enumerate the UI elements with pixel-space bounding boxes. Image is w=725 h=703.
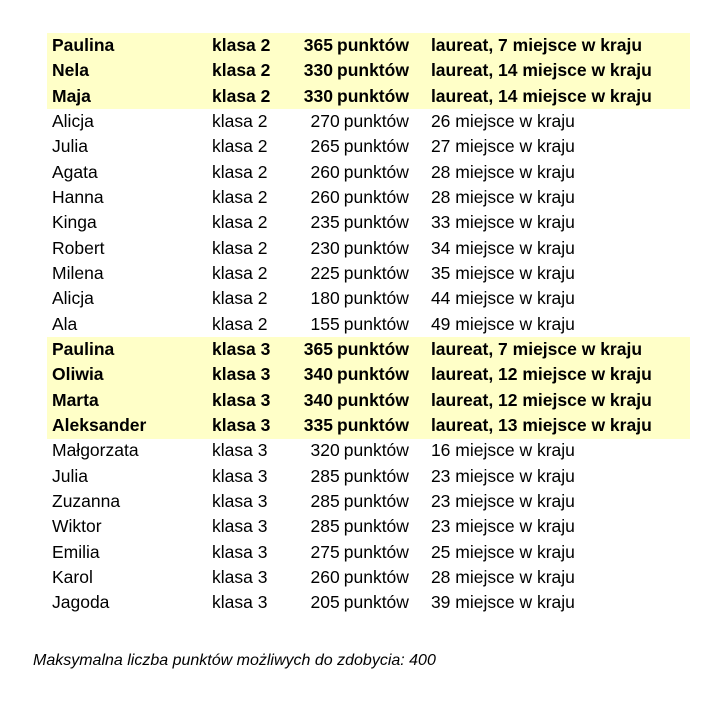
student-name-cell: Jagoda [52, 592, 110, 613]
points-value: 340 [303, 389, 333, 410]
points-unit: punktów [343, 161, 409, 182]
points-unit: punktów [343, 516, 409, 537]
points-value: 330 [303, 85, 333, 106]
class-cell: klasa 3 [212, 491, 268, 512]
points-unit: punktów [343, 440, 409, 461]
class-cell: klasa 2 [212, 212, 268, 233]
points-cell [292, 185, 409, 210]
class-cell: klasa 2 [207, 58, 292, 83]
student-name-cell: Alicja [52, 110, 94, 131]
table-row [47, 439, 690, 464]
points-unit: punktów [343, 186, 409, 207]
points-unit: punktów [337, 60, 409, 81]
points-value: 270 [310, 110, 340, 131]
points-value: 225 [310, 263, 340, 284]
class-cell: klasa 3 [207, 413, 292, 438]
points-unit: punktów [343, 541, 409, 562]
points-value: 365 [303, 34, 333, 55]
points-unit: punktów [343, 491, 409, 512]
table-row [47, 312, 690, 337]
points-value: 260 [310, 161, 340, 182]
class-cell: klasa 3 [212, 541, 268, 562]
points-cell [292, 464, 409, 489]
table-row [47, 565, 690, 590]
rank-cell: laureat, 7 miejsce w kraju [409, 33, 690, 58]
points-cell [292, 337, 409, 362]
rank-cell: 49 miejsce w kraju [430, 313, 575, 334]
student-name-cell: Marta [47, 388, 207, 413]
points-unit: punktów [343, 592, 409, 613]
class-cell: klasa 3 [207, 388, 292, 413]
points-value: 180 [310, 288, 340, 309]
table-row [47, 134, 690, 159]
rank-cell: 16 miejsce w kraju [430, 440, 575, 461]
results-table-body [47, 33, 690, 616]
table-row [47, 286, 690, 311]
points-value: 285 [310, 491, 340, 512]
rank-cell: laureat, 12 miejsce w kraju [409, 388, 690, 413]
class-cell: klasa 3 [212, 516, 268, 537]
student-name-cell: Aleksander [47, 413, 207, 438]
points-unit: punktów [343, 212, 409, 233]
rank-cell: 44 miejsce w kraju [430, 288, 575, 309]
rank-cell: laureat, 14 miejsce w kraju [409, 58, 690, 83]
max-points-footnote: Maksymalna liczba punktów możliwych do zdobycia: 400 [33, 652, 436, 669]
student-name-cell: Julia [52, 465, 88, 486]
table-row-laureate [47, 337, 690, 362]
points-value: 155 [310, 313, 340, 334]
table-row-laureate [47, 388, 690, 413]
points-cell [292, 160, 409, 185]
points-unit: punktów [337, 389, 409, 410]
table-row [47, 160, 690, 185]
points-cell [292, 286, 409, 311]
points-cell [292, 210, 409, 235]
points-unit: punktów [343, 110, 409, 131]
student-name-cell: Julia [52, 136, 88, 157]
points-unit: punktów [337, 339, 409, 360]
class-cell: klasa 2 [212, 136, 268, 157]
points-value: 230 [310, 237, 340, 258]
class-cell: klasa 3 [212, 440, 268, 461]
points-cell [292, 33, 409, 58]
student-name-cell: Nela [47, 58, 207, 83]
points-value: 235 [310, 212, 340, 233]
class-cell: klasa 2 [212, 110, 268, 131]
table-row [47, 591, 690, 616]
class-cell: klasa 3 [212, 567, 268, 588]
points-value: 330 [303, 60, 333, 81]
class-cell: klasa 2 [212, 288, 268, 309]
table-row [47, 489, 690, 514]
rank-cell: 23 miejsce w kraju [430, 491, 575, 512]
student-name-cell: Zuzanna [52, 491, 121, 512]
student-name-cell: Robert [52, 237, 105, 258]
student-name-cell: Milena [52, 263, 104, 284]
rank-cell: 28 miejsce w kraju [430, 161, 575, 182]
points-value: 260 [310, 567, 340, 588]
rank-cell: 23 miejsce w kraju [430, 465, 575, 486]
rank-cell: 23 miejsce w kraju [430, 516, 575, 537]
student-name-cell: Wiktor [52, 516, 102, 537]
points-value: 260 [310, 186, 340, 207]
rank-cell: 26 miejsce w kraju [430, 110, 575, 131]
student-name-cell: Karol [52, 567, 93, 588]
student-name-cell: Hanna [52, 186, 104, 207]
rank-cell: laureat, 12 miejsce w kraju [409, 362, 690, 387]
student-name-cell: Kinga [52, 212, 97, 233]
points-unit: punktów [343, 567, 409, 588]
table-row [47, 236, 690, 261]
table-row-laureate [47, 58, 690, 83]
points-unit: punktów [343, 237, 409, 258]
points-cell [292, 84, 409, 109]
student-name-cell: Ala [52, 313, 78, 334]
points-value: 265 [310, 136, 340, 157]
points-cell [292, 388, 409, 413]
class-cell: klasa 2 [212, 237, 268, 258]
table-row [47, 210, 690, 235]
points-unit: punktów [337, 415, 409, 436]
points-unit: punktów [337, 85, 409, 106]
points-value: 365 [303, 339, 333, 360]
points-value: 340 [303, 364, 333, 385]
points-value: 275 [310, 541, 340, 562]
class-cell: klasa 2 [212, 161, 268, 182]
points-cell [292, 109, 409, 134]
class-cell: klasa 2 [212, 186, 268, 207]
student-name-cell: Agata [52, 161, 98, 182]
points-cell [292, 261, 409, 286]
points-cell [292, 58, 409, 83]
points-cell [292, 134, 409, 159]
points-cell [292, 362, 409, 387]
table-row-laureate [47, 84, 690, 109]
points-cell [292, 540, 409, 565]
points-cell [292, 236, 409, 261]
student-name-cell: Paulina [47, 337, 207, 362]
class-cell: klasa 2 [207, 33, 292, 58]
class-cell: klasa 3 [207, 337, 292, 362]
student-name-cell: Maja [47, 84, 207, 109]
points-unit: punktów [337, 364, 409, 385]
rank-cell: 28 miejsce w kraju [430, 186, 575, 207]
rank-cell: 39 miejsce w kraju [430, 592, 575, 613]
points-unit: punktów [343, 313, 409, 334]
points-cell [292, 312, 409, 337]
rank-cell: 35 miejsce w kraju [430, 263, 575, 284]
table-row-laureate [47, 33, 690, 58]
class-cell: klasa 2 [212, 313, 268, 334]
rank-cell: laureat, 7 miejsce w kraju [409, 337, 690, 362]
points-value: 285 [310, 516, 340, 537]
points-cell [292, 591, 409, 616]
points-cell [292, 515, 409, 540]
points-cell [292, 565, 409, 590]
rank-cell: 28 miejsce w kraju [430, 567, 575, 588]
points-cell [292, 489, 409, 514]
points-value: 335 [303, 415, 333, 436]
class-cell: klasa 2 [207, 84, 292, 109]
points-cell [292, 413, 409, 438]
class-cell: klasa 3 [212, 592, 268, 613]
table-row [47, 109, 690, 134]
rank-cell: 33 miejsce w kraju [430, 212, 575, 233]
student-name-cell: Oliwia [47, 362, 207, 387]
table-row-laureate [47, 413, 690, 438]
table-row-laureate [47, 362, 690, 387]
rank-cell: 34 miejsce w kraju [430, 237, 575, 258]
points-value: 205 [310, 592, 340, 613]
points-unit: punktów [337, 34, 409, 55]
rank-cell: 27 miejsce w kraju [430, 136, 575, 157]
table-row [47, 515, 690, 540]
points-unit: punktów [343, 136, 409, 157]
student-name-cell: Alicja [52, 288, 94, 309]
class-cell: klasa 2 [212, 263, 268, 284]
results-table [47, 33, 690, 616]
rank-cell: 25 miejsce w kraju [430, 541, 575, 562]
class-cell: klasa 3 [212, 465, 268, 486]
points-unit: punktów [343, 288, 409, 309]
student-name-cell: Paulina [47, 33, 207, 58]
points-unit: punktów [343, 465, 409, 486]
student-name-cell: Małgorzata [52, 440, 139, 461]
points-unit: punktów [343, 263, 409, 284]
points-cell [292, 439, 409, 464]
points-value: 285 [310, 465, 340, 486]
table-row [47, 540, 690, 565]
table-row [47, 464, 690, 489]
rank-cell: laureat, 13 miejsce w kraju [409, 413, 690, 438]
rank-cell: laureat, 14 miejsce w kraju [409, 84, 690, 109]
points-value: 320 [310, 440, 340, 461]
table-row [47, 261, 690, 286]
class-cell: klasa 3 [207, 362, 292, 387]
table-row [47, 185, 690, 210]
student-name-cell: Emilia [52, 541, 100, 562]
